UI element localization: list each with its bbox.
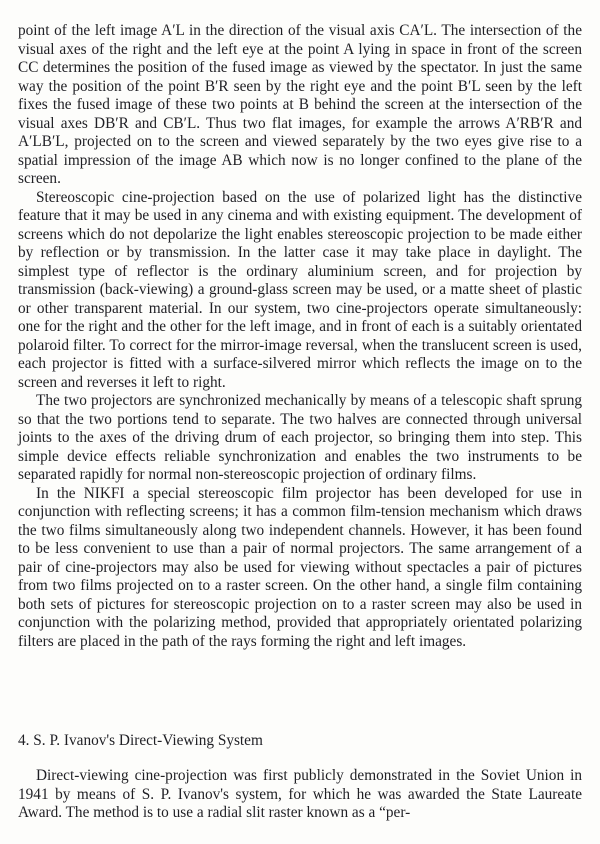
paragraph-continued: point of the left image A′L in the direction of the visual axis CA′L. The intersection of the visual axes of the right and the left eye at the point A lying in space in front of the screen CC determines the position of the fused image as viewed by the spectator. In just the same way the position of the point B′R seen by the right eye and the point B′L seen by the left fixes the fused image of these two points at B behind the screen at the intersection of the visual axes DB′R and CB′L. Thus two flat images, for example the arrows A′RB′R and A′LB′L, projected on to the screen and viewed separately by the two eyes give rise to a spatial impression of the image AB which now is no longer confined to the plane of the screen. <box>18 22 582 187</box>
paragraph-synchronization: The two projectors are synchronized mechanically by means of a telescopic shaft sprung so that the two portions tend to separate. The two halves are connected through universal joints to the axes of the driving drum of each projector, so bringing them into step. This simple device effects reliable synchronization and enables the two instruments to be separated rapidly for normal non-stereoscopic projection of ordinary films. <box>18 392 582 483</box>
paragraph-direct-viewing: Direct-viewing cine-projection was first publicly demonstrated in the Soviet Union in 1941 by means of S. P. Ivanov's system, for which he was awarded the State Laureate Award. The method is to use a radial slit raster known as a “per- <box>18 767 582 821</box>
body-text <box>18 22 582 651</box>
paragraph-polarized-projection: Stereoscopic cine-projection based on the use of polarized light has the distinctive feature that it may be used in any cinema and with existing equipment. The development of screens which do not depolarize the light enables stereoscopic projection to be made either by reflection or by transmission. In the latter case it may take place in daylight. The simplest type of reflector is the ordinary aluminium screen, and for projection by transmission (back-viewing) a ground-glass screen may be used, or a matte sheet of plastic or other transparent material. In our system, two cine-projectors operate simultaneously: one for the right and the other for the left image, and in front of each is a suitably orientated polaroid filter. To correct for the mirror-image reversal, when the translucent screen is used, each projector is fitted with a surface-silvered mirror which reflects the image on to the screen and reverses it left to right. <box>18 188 582 391</box>
section-body <box>18 767 582 823</box>
section-heading-block <box>18 732 582 751</box>
section-heading: 4. S. P. Ivanov's Direct-Viewing System <box>18 732 263 749</box>
paragraph-nikfi-projector: In the NIKFI a special stereoscopic film projector has been developed for use in conjunction with reflecting screens; it has a common film-tension mechanism which draws the two films simultaneously along two independent channels. However, it has been found to be less convenient to use than a pair of normal projectors. The same arrangement of a pair of cine-projectors may also be used for viewing without spectacles a pair of pictures from two films projected on to a raster screen. On the other hand, a single film containing both sets of pictures for stereoscopic projection on to a raster screen may also be used in conjunction with the polarizing method, provided that appropriately orientated polarizing filters are placed in the path of the rays forming the right and left images. <box>18 484 582 650</box>
